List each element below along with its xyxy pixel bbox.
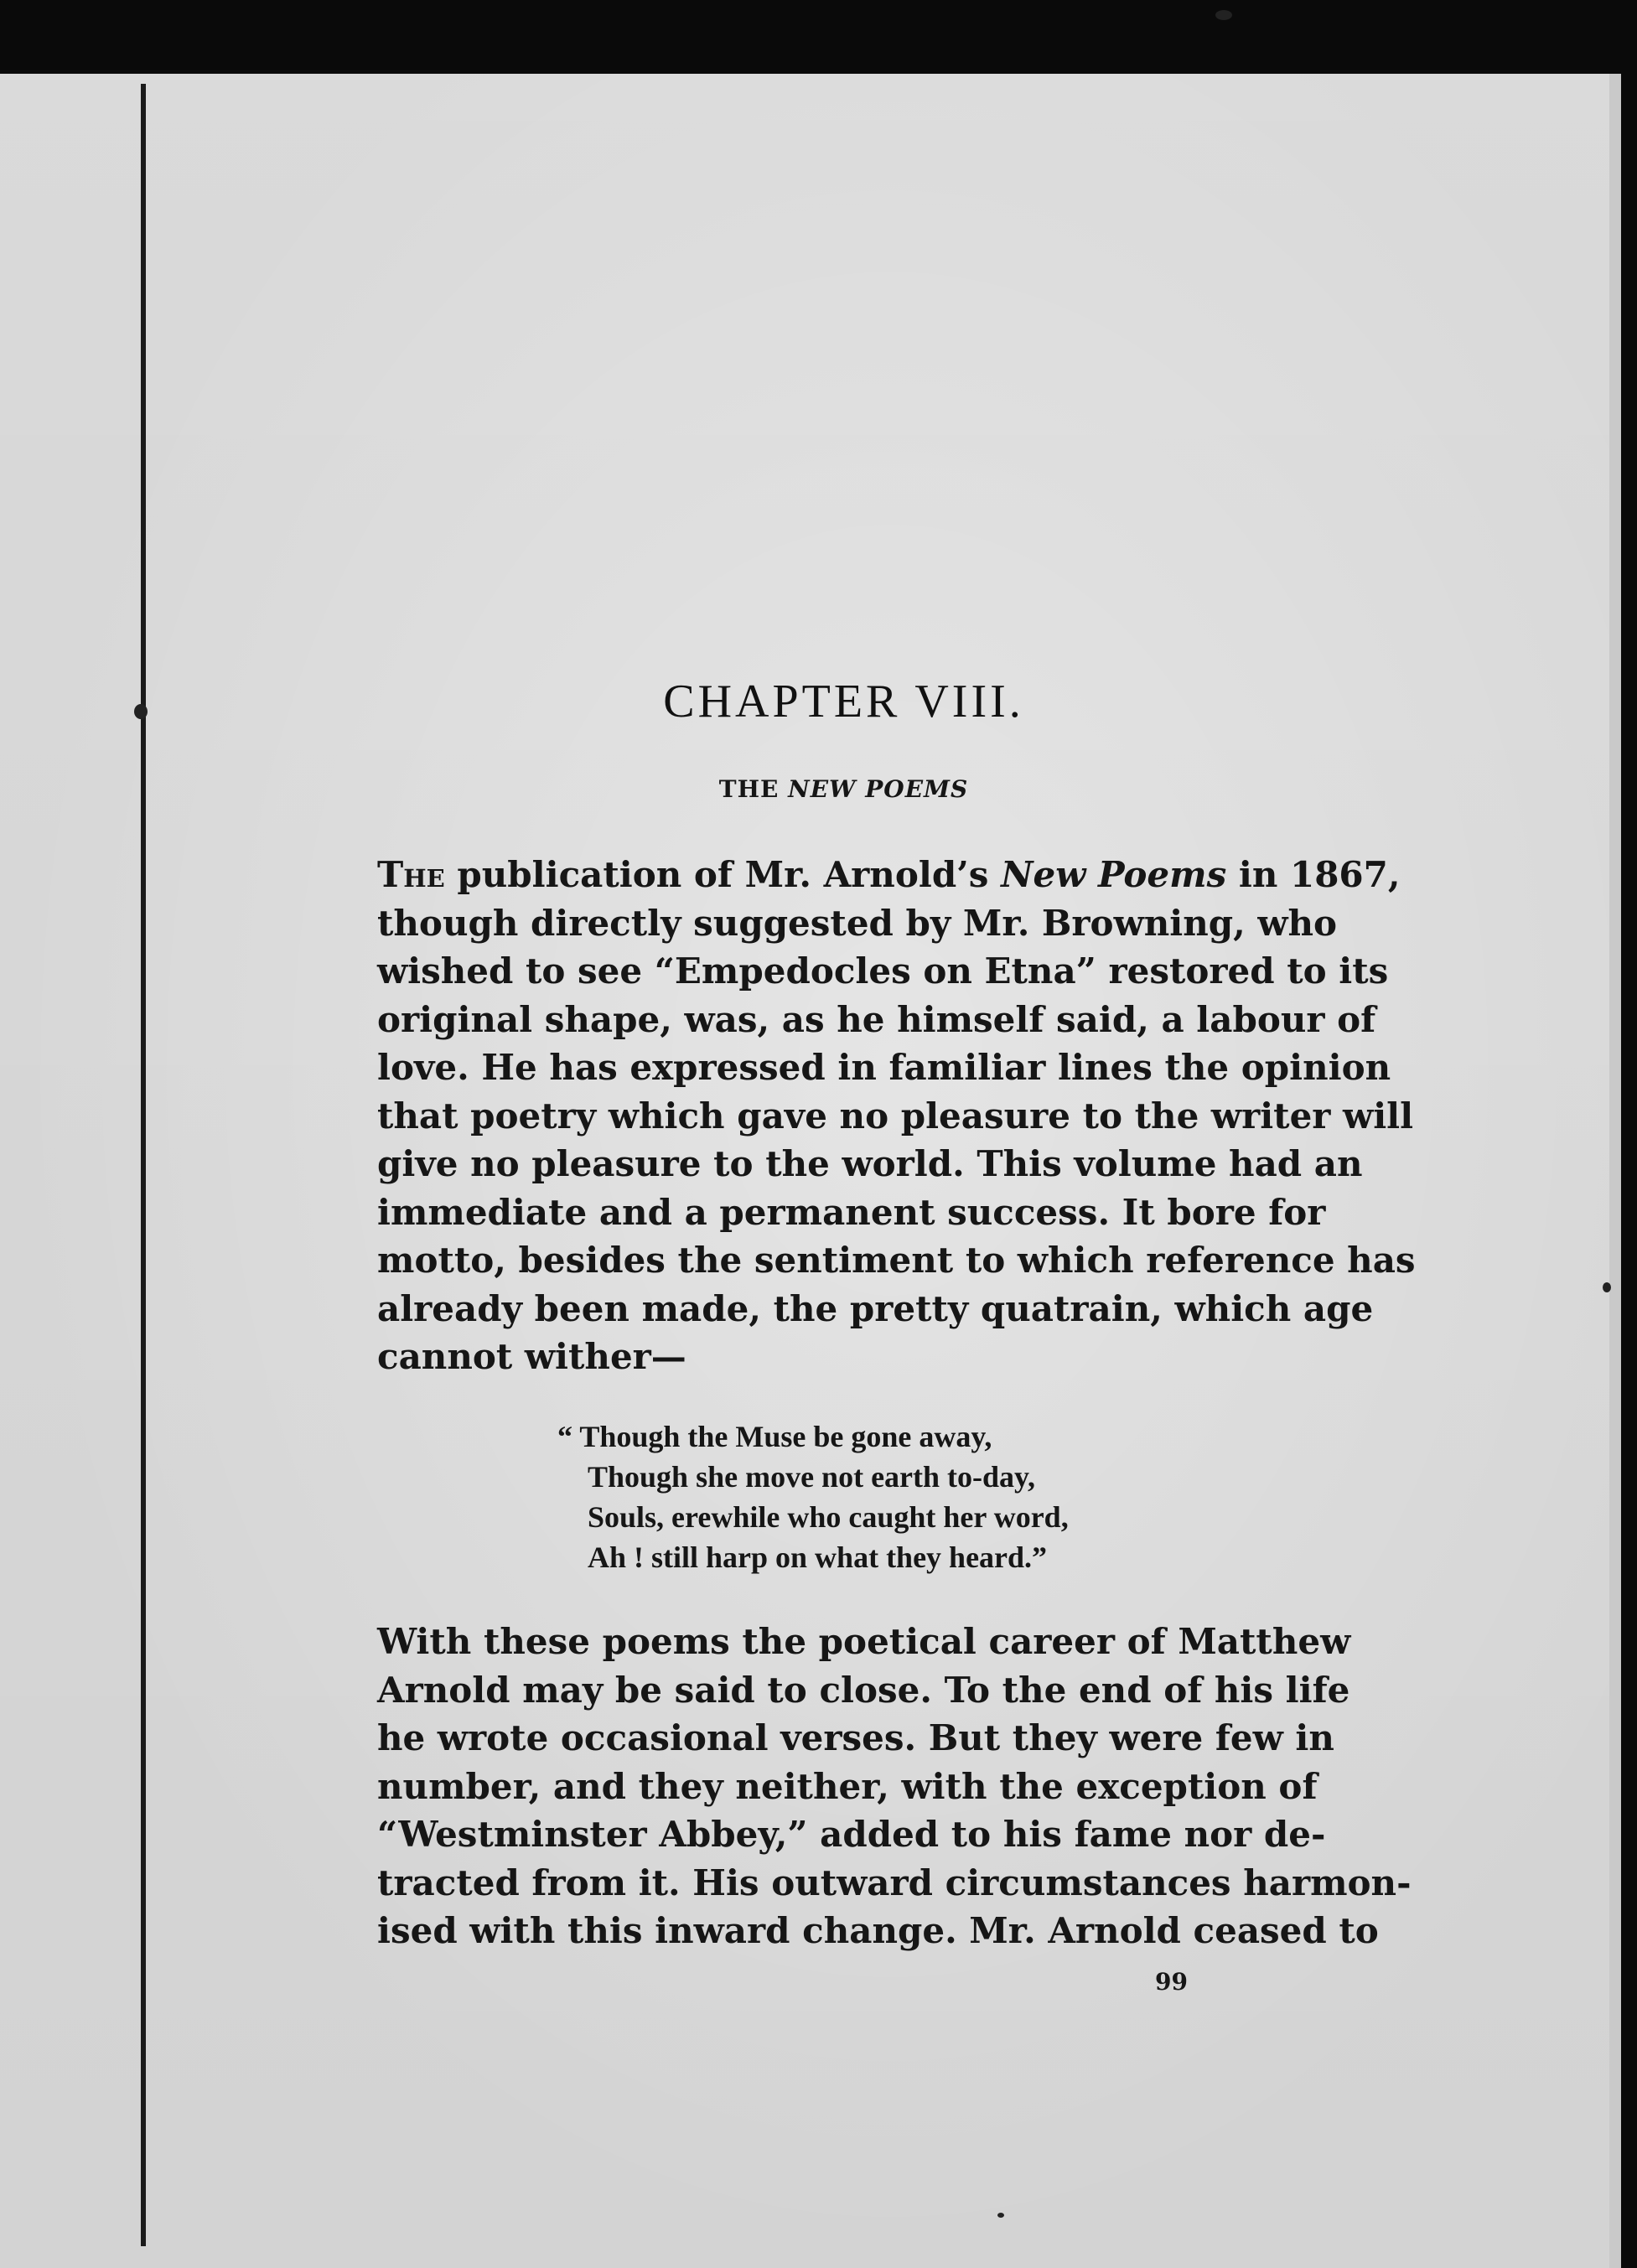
paragraph-line: that poetry which gave no pleasure to the writer will <box>377 1095 1414 1137</box>
paragraph-line: he wrote occasional verses. But they were few in <box>377 1717 1334 1758</box>
binding-gutter <box>141 84 146 2246</box>
paragraph-2 <box>377 1618 1412 1955</box>
poem-line: “ Though the Muse be gone away, <box>557 1420 992 1453</box>
scan-speck <box>997 2213 1004 2218</box>
paragraph-line: number, and they neither, with the exception of <box>377 1765 1318 1807</box>
paragraph-line: wished to see “Empedocles on Etna” restored to its <box>377 950 1389 992</box>
page-edge <box>1609 74 1621 2268</box>
page-number: 99 <box>1155 1968 1188 1996</box>
paragraph-line: cannot wither— <box>377 1336 686 1377</box>
paragraph-line: immediate and a permanent success. It bore for <box>377 1191 1326 1233</box>
line-text: publication of Mr. Arnold’s <box>444 854 1002 895</box>
subtitle-italic: NEW POEMS <box>788 775 969 803</box>
paragraph-line: original shape, was, as he himself said, a labour of <box>377 998 1376 1040</box>
paragraph-line: though directly suggested by Mr. Browning, who <box>377 902 1338 944</box>
paragraph-line: ised with this inward change. Mr. Arnold ceased to <box>377 1910 1379 1951</box>
paragraph-1 <box>377 851 1416 1381</box>
poem-line: Though she move not earth to-day, <box>588 1460 1036 1494</box>
scan-speck <box>1215 10 1232 20</box>
paragraph-line <box>377 851 1401 899</box>
chapter-subtitle <box>0 775 1637 803</box>
paragraph-line: already been made, the pretty quatrain, which age <box>377 1287 1374 1329</box>
book-title-italic: New Poems <box>1001 854 1227 895</box>
paragraph-line: give no pleasure to the world. This volume had an <box>377 1143 1363 1184</box>
line-text: in 1867, <box>1226 854 1401 895</box>
quatrain <box>557 1416 1069 1577</box>
paragraph-line: With these poems the poetical career of Matthew <box>377 1621 1351 1662</box>
paragraph-line: tracted from it. His outward circumstances harmon- <box>377 1862 1412 1903</box>
paragraph-line: Arnold may be said to close. To the end of his life <box>377 1669 1350 1711</box>
paragraph-line: motto, besides the sentiment to which reference has <box>377 1240 1416 1281</box>
poem-line: Ah ! still harp on what they heard.” <box>588 1540 1048 1574</box>
paragraph-line: “Westminster Abbey,” added to his fame nor de- <box>377 1814 1326 1855</box>
drop-word: The <box>377 854 445 895</box>
poem-line: Souls, erewhile who caught her word, <box>588 1500 1069 1534</box>
paragraph-line: love. He has expressed in familiar lines the opinion <box>377 1047 1391 1088</box>
chapter-title: CHAPTER VIII. <box>663 676 1024 728</box>
subtitle-prefix: THE <box>718 775 789 803</box>
scan-speck <box>1603 1282 1611 1292</box>
